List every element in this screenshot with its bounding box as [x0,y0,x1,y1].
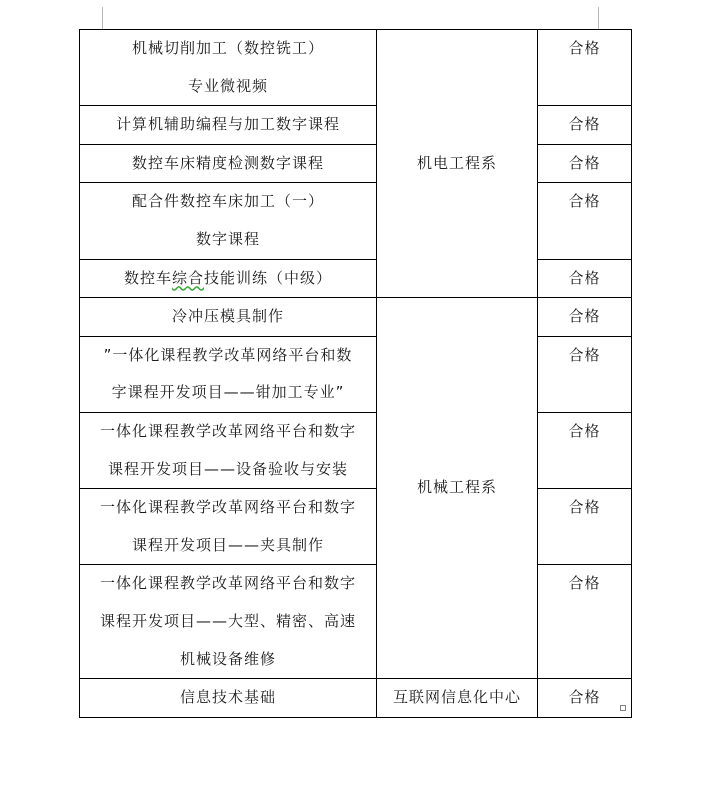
course-name-line: 一体化课程教学改革网络平台和数字 [99,574,356,593]
course-name-line: 课程开发项目——夹具制作 [131,535,324,554]
department-name: 机电工程系 [416,153,497,172]
course-name-line: 信息技术基础 [179,688,276,707]
course-name-line: 数字课程 [195,229,260,248]
result-cell: 合格 [538,336,632,412]
course-name-line: 冷冲压模具制作 [171,307,284,326]
course-name-cell [80,412,377,488]
result-cell: 合格 [538,565,632,679]
course-name-cell [80,259,377,298]
course-name-line [84,260,372,298]
course-name-cell [80,106,377,145]
result-cell: 合格 [538,144,632,183]
course-name-line: 课程开发项目——设备验收与安装 [107,459,348,478]
course-name-cell [80,144,377,183]
course-name-cell [80,336,377,412]
course-name-part: 技能训练（中级） [204,268,333,287]
course-name-line: 一体化课程教学改革网络平台和数字 [99,421,356,440]
result-cell: 合格 [538,489,632,565]
course-name-line: 机械设备维修 [179,649,276,668]
department-name: 互联网信息化中心 [392,688,521,707]
table-row [80,183,632,259]
table-row [80,144,632,183]
table-resize-handle[interactable] [620,705,626,711]
course-name-cell [80,298,377,337]
table-row [80,259,632,298]
table-row [80,679,632,718]
course-name-cell [80,183,377,259]
result-cell: 合格 [538,106,632,145]
department-cell [377,30,538,298]
course-name-part: 数控车 [123,268,172,287]
department-cell [377,679,538,718]
result-cell: 合格 [538,412,632,488]
result-cell: 合格 [538,259,632,298]
course-name-line: 课程开发项目——大型、精密、高速 [99,611,356,630]
course-name-line: 计算机辅助编程与加工数字课程 [115,115,340,134]
department-cell [377,298,538,679]
course-name-cell [80,489,377,565]
course-name-cell [80,679,377,718]
right-margin-mark [598,7,599,29]
department-name: 机械工程系 [416,478,497,497]
course-name-line: ”一体化课程教学改革网络平台和数 [103,345,353,364]
grammar-check-mark: 综合 [171,268,204,287]
course-name-line: 配合件数控车床加工（一） [131,192,324,211]
course-name-line: 专业微视频 [187,76,268,95]
course-name-line: 字课程开发项目——钳加工专业” [111,383,345,402]
result-cell: 合格 [538,679,632,718]
result-cell: 合格 [538,183,632,259]
result-cell: 合格 [538,298,632,337]
course-name-cell [80,565,377,679]
result-cell: 合格 [538,30,632,106]
course-results-table [79,29,632,718]
course-name-line: 一体化课程教学改革网络平台和数字 [99,498,356,517]
table-row [80,106,632,145]
table-row [80,336,632,412]
course-name-line: 机械切削加工（数控铣工） [131,39,324,57]
course-name-line: 数控车床精度检测数字课程 [131,153,324,172]
table-row [80,30,632,106]
table-row [80,565,632,679]
table-row [80,489,632,565]
table-row [80,298,632,337]
left-margin-mark [102,7,103,29]
table-row [80,412,632,488]
course-name-cell [80,30,377,106]
